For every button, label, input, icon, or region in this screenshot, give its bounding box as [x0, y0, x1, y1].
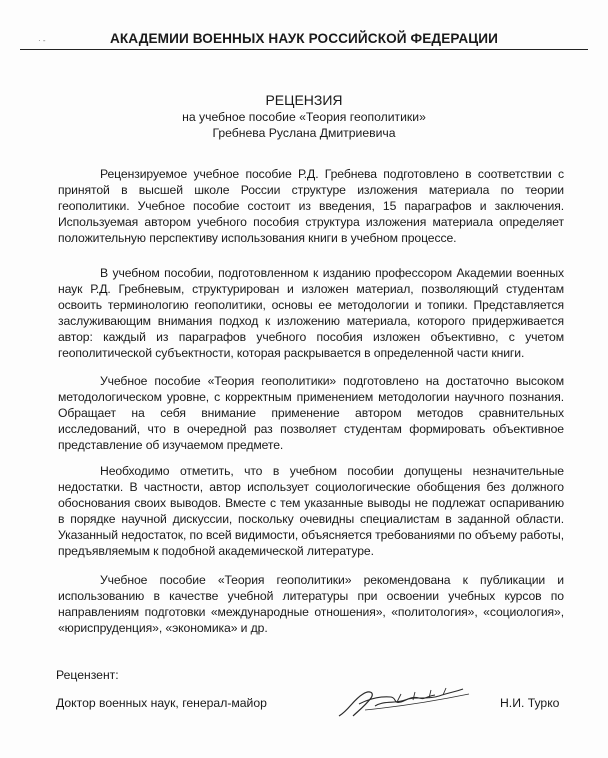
- signature-image: [335, 680, 475, 722]
- body-paragraph-5: Учебное пособие «Теория геополитики» рекомендована к публикации и использованию в качестве учебной литературы при освоении учебных курсов по направлениям подготовки «международные отношения», «политология», «социология», «юриспруденция», «экономика» и др.: [58, 573, 564, 635]
- reviewer-title: Доктор военных наук, генерал-майор: [56, 696, 267, 710]
- document-subtitle-line-2: Гребнева Руслана Дмитриевича: [212, 126, 396, 140]
- organization-header: АКАДЕМИИ ВОЕННЫХ НАУК РОССИЙСКОЙ ФЕДЕРАЦИИ: [109, 31, 499, 46]
- document-subtitle-line-1: на учебное пособие «Теория геополитики»: [182, 110, 426, 124]
- body-paragraph-4: Необходимо отметить, что в учебном пособии допущены незначительные недостатки. В частности, автор использует социологические обобщения без должного обоснования своих выводов. Вместе с тем указанные выводы не подлежат оспариванию в порядке научной дискуссии, поскольку очевидны специалистам в заданной области. Указанный недостаток, по всей видимости, объясняется требованиями по объему работы, предъявляемым к подобной академической литературе.: [58, 464, 564, 558]
- reviewer-name: Н.И. Турко: [500, 696, 560, 710]
- body-paragraph-1: Рецензируемое учебное пособие Р.Д. Гребнева подготовлено в соответствии с принятой в высшей школе России структуре изложения материала по теории геополитики. Учебное пособие состоит из введения, 15 параграфов и заключения. Используемая автором учебного пособия структура изложения материала определяет положительную перспективу использования книги в учебном процессе.: [58, 167, 564, 245]
- body-paragraph-3: Учебное пособие «Теория геополитики» подготовлено на достаточно высоком методологическом уровне, с корректным применением методологии научного познания. Обращает на себя внимание применение автором методов сравнительных исследований, что в очередной раз позволяет студентам формировать объективное представление об изучаемом предмете.: [58, 374, 564, 452]
- scan-mark: · -: [38, 36, 46, 45]
- header-divider: [20, 49, 588, 50]
- document-title: РЕЦЕНЗИЯ: [265, 92, 343, 108]
- reviewer-label: Рецензент:: [56, 668, 119, 682]
- body-paragraph-2: В учебном пособии, подготовленном к изданию профессором Академии военных наук Р.Д. Гребневым, структурирован и изложен материал, позволяющий студентам освоить терминологию геополитики, основы ее методологии и топики. Представляется заслуживающим внимания подход к изложению материала, которого придерживается автор: каждый из параграфов учебного пособия изложен объективно, с учетом геополитической субъектности, которая раскрывается в определенной части книги.: [58, 266, 564, 360]
